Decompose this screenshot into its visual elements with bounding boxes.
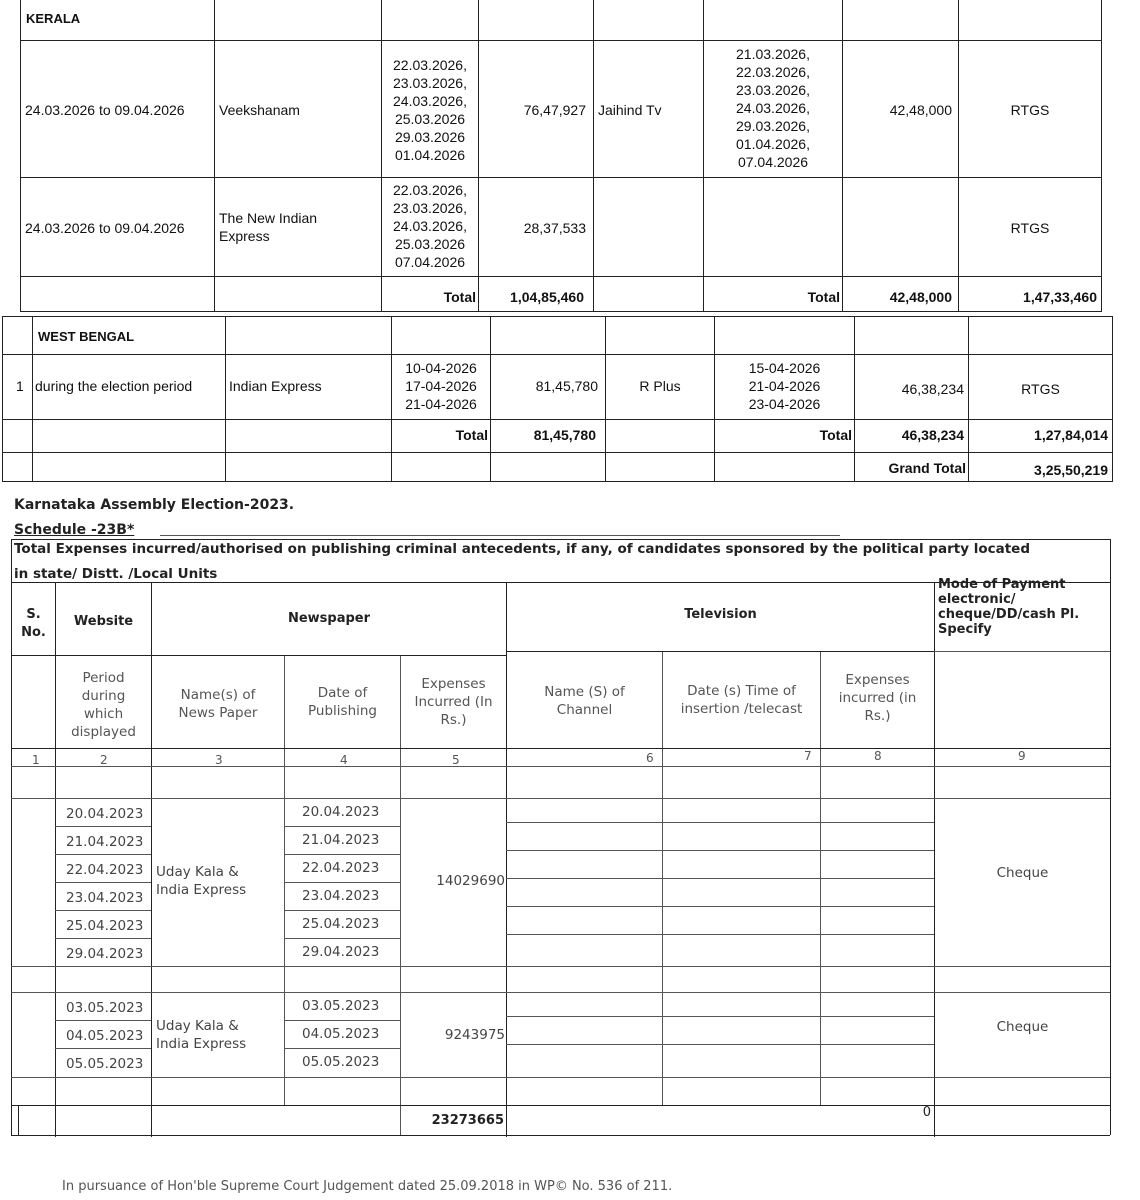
period-cell: 24.03.2026 to 09.04.2026 [25, 102, 185, 118]
display-date: 20.04.2023 [66, 806, 144, 822]
grand-total-value: 3,25,50,219 [1034, 462, 1108, 478]
np-amount: 81,45,780 [535, 378, 598, 394]
tv-amount: 46,38,234 [901, 381, 964, 397]
subheader-insertion: Date (s) Time of insertion /telecast [680, 683, 803, 717]
subheader-period: Period during which displayed [71, 670, 136, 740]
publish-date: 20.04.2023 [302, 804, 380, 820]
col-number: 3 [215, 753, 223, 767]
tv-total: 0 [922, 1105, 931, 1120]
period-cell: during the election period [35, 378, 193, 394]
col-number: 1 [32, 753, 40, 767]
newspaper-name: The New Indian Express [219, 210, 318, 244]
col-number: 9 [1018, 749, 1026, 763]
header-website: Website [73, 614, 134, 629]
channel-name: R Plus [639, 378, 681, 394]
grand-total-label: Grand Total [888, 460, 966, 476]
description-line-1: Total Expenses incurred/authorised on publishing criminal antecedents, if any, of candidates sponsored by the political party located [14, 541, 1031, 557]
header-payment-mode: Mode of Payment electronic/ cheque/DD/cash Pl. Specify [938, 577, 1080, 637]
subheader-date-publishing: Date of Publishing [308, 685, 377, 719]
publish-date: 22.04.2023 [302, 860, 380, 876]
np-total: 81,45,780 [533, 427, 596, 443]
publish-date: 21.04.2023 [302, 832, 380, 848]
col-number: 4 [340, 753, 348, 767]
tv-dates: 15-04-2026 21-04-2026 23-04-2026 [748, 360, 821, 412]
header-newspaper: Newspaper [287, 611, 371, 626]
display-date: 25.04.2023 [66, 918, 144, 934]
np-amount: 76,47,927 [523, 102, 586, 118]
newspaper-name: Indian Express [229, 378, 322, 394]
np-expense-amount: 9243975 [444, 1027, 505, 1043]
tv-amount: 42,48,000 [889, 102, 952, 118]
schedule-label: Schedule -23B* [14, 522, 135, 538]
description-line-2: in state/ Distt. /Local Units [14, 566, 218, 582]
footnote: In pursuance of Hon'ble Supreme Court Judgement dated 25.09.2018 in WP© No. 536 of 211. [62, 1179, 673, 1194]
payment-mode: RTGS [1010, 220, 1050, 236]
serial-number: 1 [16, 378, 24, 394]
display-date: 22.04.2023 [66, 862, 144, 878]
display-date: 23.04.2023 [66, 890, 144, 906]
display-date: 29.04.2023 [66, 946, 144, 962]
newspaper-names: Uday Kala & India Express [156, 864, 247, 898]
header-television: Television [684, 607, 757, 622]
row-total: 1,47,33,460 [1023, 289, 1097, 305]
total-label: Total [455, 427, 488, 443]
col-number: 6 [646, 751, 654, 765]
total-label: Total [807, 289, 840, 305]
display-date: 04.05.2023 [66, 1028, 144, 1044]
payment-mode: RTGS [1021, 381, 1060, 397]
state-label-west-bengal: WEST BENGAL [38, 329, 135, 344]
payment-mode: Cheque [996, 1019, 1049, 1035]
publish-date: 05.05.2023 [302, 1054, 380, 1070]
payment-mode: RTGS [1010, 102, 1050, 118]
display-date: 05.05.2023 [66, 1056, 144, 1072]
np-dates: 22.03.2026, 23.03.2026, 24.03.2026, 25.03.2026 07.04.2026 [393, 182, 467, 270]
tv-dates: 21.03.2026, 22.03.2026, 23.03.2026, 24.03.2026, 29.03.2026, 01.04.2026, 07.04.2026 [736, 46, 810, 170]
subheader-np-expenses: Expenses Incurred (In Rs.) [414, 676, 493, 728]
col-number: 5 [452, 753, 460, 767]
header-sno: S. No. [21, 607, 46, 640]
total-label: Total [443, 289, 476, 305]
col-number: 8 [874, 749, 882, 763]
publish-date: 04.05.2023 [302, 1026, 380, 1042]
publish-date: 29.04.2023 [302, 944, 380, 960]
publish-date: 23.04.2023 [302, 888, 380, 904]
payment-mode: Cheque [996, 865, 1049, 881]
np-amount: 28,37,533 [523, 220, 586, 236]
election-title: Karnataka Assembly Election-2023. [14, 497, 295, 513]
col-number: 7 [804, 749, 812, 763]
display-date: 03.05.2023 [66, 1000, 144, 1016]
period-cell: 24.03.2026 to 09.04.2026 [25, 220, 185, 236]
newspaper-names: Uday Kala & India Express [156, 1018, 247, 1052]
tv-total: 46,38,234 [901, 427, 964, 443]
subheader-newspaper-names: Name(s) of News Paper [178, 687, 258, 721]
publish-date: 03.05.2023 [302, 998, 380, 1014]
row-total: 1,27,84,014 [1034, 427, 1108, 443]
publish-date: 25.04.2023 [302, 916, 380, 932]
subheader-channel: Name (S) of Channel [544, 684, 625, 718]
newspaper-name: Veekshanam [219, 102, 300, 118]
np-dates: 22.03.2026, 23.03.2026, 24.03.2026, 25.03.2026 29.03.2026 01.04.2026 [393, 57, 467, 163]
channel-name: Jaihind Tv [598, 102, 662, 118]
state-label-kerala: KERALA [26, 11, 81, 26]
total-label: Total [819, 427, 852, 443]
subheader-tv-expenses: Expenses incurred (in Rs.) [838, 672, 917, 724]
np-total: 1,04,85,460 [510, 289, 584, 305]
np-expense-amount: 14029690 [436, 873, 505, 889]
tv-total: 42,48,000 [889, 289, 952, 305]
np-dates: 10-04-2026 17-04-2026 21-04-2026 [405, 360, 477, 412]
display-date: 21.04.2023 [66, 834, 144, 850]
col-number: 2 [100, 753, 108, 767]
np-total: 23273665 [431, 1113, 504, 1128]
